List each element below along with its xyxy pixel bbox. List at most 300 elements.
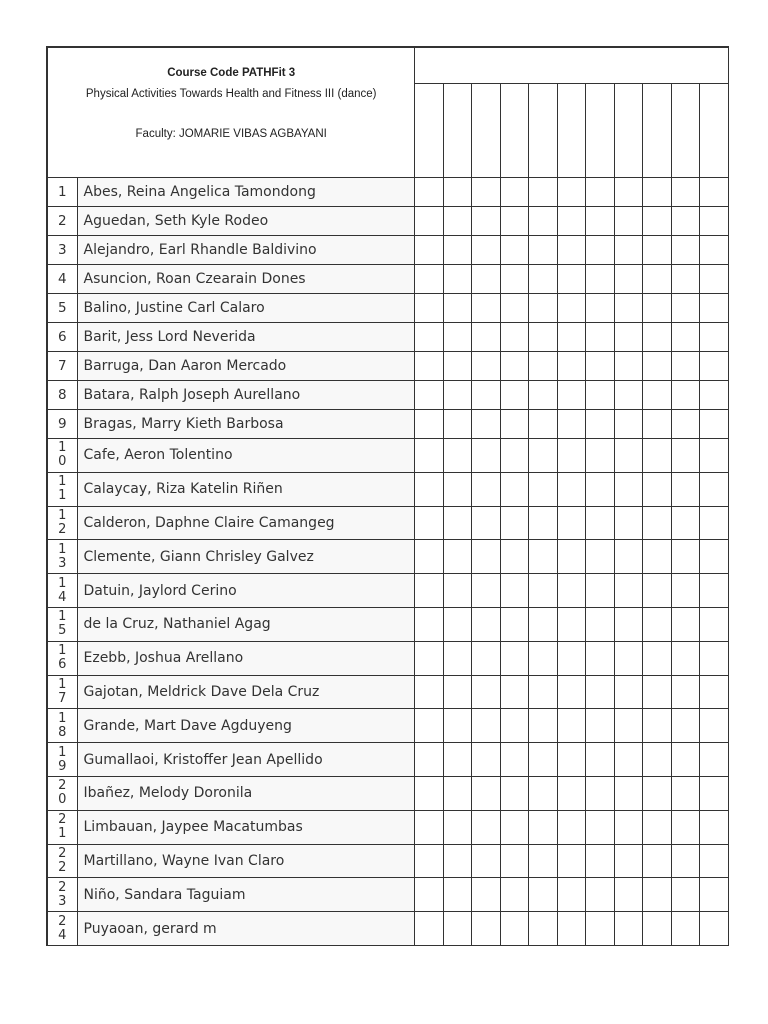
attendance-mark-cell[interactable] (443, 265, 471, 294)
attendance-mark-cell[interactable] (643, 506, 671, 540)
attendance-mark-cell[interactable] (443, 410, 471, 439)
attendance-mark-cell[interactable] (443, 675, 471, 709)
attendance-mark-cell[interactable] (443, 574, 471, 608)
attendance-mark-cell[interactable] (586, 207, 614, 236)
attendance-mark-cell[interactable] (500, 844, 528, 878)
attendance-mark-cell[interactable] (643, 207, 671, 236)
attendance-mark-cell[interactable] (443, 207, 471, 236)
attendance-mark-cell[interactable] (529, 607, 557, 641)
attendance-mark-cell[interactable] (529, 410, 557, 439)
attendance-mark-cell[interactable] (500, 323, 528, 352)
attendance-mark-cell[interactable] (643, 472, 671, 506)
attendance-mark-cell[interactable] (700, 178, 729, 207)
attendance-mark-cell[interactable] (557, 743, 585, 777)
attendance-mark-cell[interactable] (415, 675, 443, 709)
attendance-mark-cell[interactable] (557, 506, 585, 540)
attendance-mark-cell[interactable] (557, 472, 585, 506)
attendance-mark-cell[interactable] (671, 607, 699, 641)
attendance-mark-cell[interactable] (671, 294, 699, 323)
attendance-mark-cell[interactable] (557, 352, 585, 381)
attendance-mark-cell[interactable] (700, 381, 729, 410)
attendance-mark-cell[interactable] (671, 178, 699, 207)
attendance-mark-cell[interactable] (472, 265, 500, 294)
attendance-mark-cell[interactable] (586, 574, 614, 608)
attendance-mark-cell[interactable] (443, 236, 471, 265)
row-number (48, 810, 78, 844)
attendance-mark-cell[interactable] (700, 265, 729, 294)
attendance-mark-cell[interactable] (643, 878, 671, 912)
attendance-mark-cell[interactable] (500, 607, 528, 641)
attendance-mark-cell[interactable] (671, 265, 699, 294)
attendance-mark-cell[interactable] (586, 709, 614, 743)
date-column-header[interactable] (700, 84, 729, 178)
attendance-mark-cell[interactable] (472, 410, 500, 439)
attendance-mark-cell[interactable] (614, 472, 642, 506)
attendance-mark-cell[interactable] (643, 641, 671, 675)
attendance-mark-cell[interactable] (614, 641, 642, 675)
attendance-mark-cell[interactable] (671, 675, 699, 709)
attendance-mark-cell[interactable] (700, 540, 729, 574)
attendance-mark-cell[interactable] (700, 743, 729, 777)
attendance-mark-cell[interactable] (671, 641, 699, 675)
attendance-mark-cell[interactable] (643, 439, 671, 473)
attendance-mark-cell[interactable] (443, 439, 471, 473)
attendance-mark-cell[interactable] (472, 878, 500, 912)
attendance-mark-cell[interactable] (529, 912, 557, 946)
attendance-mark-cell[interactable] (472, 323, 500, 352)
attendance-mark-cell[interactable] (557, 607, 585, 641)
attendance-mark-cell[interactable] (643, 743, 671, 777)
attendance-mark-cell[interactable] (500, 410, 528, 439)
row-number (48, 506, 78, 540)
attendance-mark-cell[interactable] (614, 540, 642, 574)
row-number-text: 10 (58, 440, 67, 470)
attendance-mark-cell[interactable] (614, 265, 642, 294)
attendance-mark-cell[interactable] (671, 323, 699, 352)
attendance-mark-cell[interactable] (614, 912, 642, 946)
attendance-mark-cell[interactable] (443, 323, 471, 352)
attendance-mark-cell[interactable] (415, 607, 443, 641)
attendance-mark-cell[interactable] (671, 878, 699, 912)
attendance-mark-cell[interactable] (529, 381, 557, 410)
attendance-mark-cell[interactable] (415, 844, 443, 878)
attendance-mark-cell[interactable] (643, 294, 671, 323)
attendance-mark-cell[interactable] (614, 178, 642, 207)
attendance-mark-cell[interactable] (671, 410, 699, 439)
attendance-mark-cell[interactable] (614, 323, 642, 352)
attendance-mark-cell[interactable] (500, 294, 528, 323)
attendance-mark-cell[interactable] (500, 641, 528, 675)
attendance-mark-cell[interactable] (443, 776, 471, 810)
attendance-mark-cell[interactable] (472, 743, 500, 777)
attendance-mark-cell[interactable] (643, 352, 671, 381)
attendance-mark-cell[interactable] (529, 236, 557, 265)
attendance-mark-cell[interactable] (500, 709, 528, 743)
date-column-header[interactable] (529, 84, 557, 178)
attendance-mark-cell[interactable] (557, 294, 585, 323)
attendance-mark-cell[interactable] (671, 506, 699, 540)
attendance-mark-cell[interactable] (472, 844, 500, 878)
attendance-mark-cell[interactable] (472, 607, 500, 641)
attendance-mark-cell[interactable] (586, 265, 614, 294)
attendance-mark-cell[interactable] (700, 641, 729, 675)
attendance-mark-cell[interactable] (529, 709, 557, 743)
attendance-mark-cell[interactable] (529, 207, 557, 236)
attendance-mark-cell[interactable] (415, 574, 443, 608)
student-row (48, 381, 729, 410)
attendance-mark-cell[interactable] (700, 506, 729, 540)
attendance-mark-cell[interactable] (415, 776, 443, 810)
attendance-mark-cell[interactable] (557, 323, 585, 352)
attendance-mark-cell[interactable] (472, 641, 500, 675)
attendance-mark-cell[interactable] (415, 709, 443, 743)
faculty-name: Faculty: JOMARIE VIBAS AGBAYANI (135, 128, 327, 140)
row-number (48, 178, 78, 207)
attendance-mark-cell[interactable] (671, 776, 699, 810)
attendance-mark-cell[interactable] (700, 439, 729, 473)
student-row (48, 540, 729, 574)
attendance-mark-cell[interactable] (586, 236, 614, 265)
attendance-mark-cell[interactable] (643, 912, 671, 946)
attendance-mark-cell[interactable] (671, 207, 699, 236)
attendance-mark-cell[interactable] (500, 540, 528, 574)
attendance-mark-cell[interactable] (472, 439, 500, 473)
attendance-mark-cell[interactable] (529, 844, 557, 878)
attendance-mark-cell[interactable] (557, 912, 585, 946)
attendance-mark-cell[interactable] (443, 743, 471, 777)
date-column-header[interactable] (586, 84, 614, 178)
attendance-mark-cell[interactable] (529, 439, 557, 473)
attendance-mark-cell[interactable] (700, 709, 729, 743)
attendance-mark-cell[interactable] (614, 776, 642, 810)
attendance-mark-cell[interactable] (586, 675, 614, 709)
attendance-mark-cell[interactable] (614, 675, 642, 709)
attendance-mark-cell[interactable] (643, 844, 671, 878)
date-column-header[interactable] (671, 84, 699, 178)
attendance-mark-cell[interactable] (472, 776, 500, 810)
attendance-mark-cell[interactable] (500, 439, 528, 473)
attendance-mark-cell[interactable] (500, 810, 528, 844)
attendance-mark-cell[interactable] (700, 810, 729, 844)
attendance-mark-cell[interactable] (586, 410, 614, 439)
attendance-mark-cell[interactable] (614, 878, 642, 912)
attendance-mark-cell[interactable] (472, 472, 500, 506)
attendance-mark-cell[interactable] (472, 178, 500, 207)
attendance-mark-cell[interactable] (643, 323, 671, 352)
attendance-mark-cell[interactable] (443, 381, 471, 410)
attendance-mark-cell[interactable] (586, 878, 614, 912)
attendance-mark-cell[interactable] (557, 641, 585, 675)
attendance-mark-cell[interactable] (586, 323, 614, 352)
attendance-mark-cell[interactable] (700, 323, 729, 352)
attendance-mark-cell[interactable] (500, 743, 528, 777)
date-column-header[interactable] (472, 84, 500, 178)
attendance-mark-cell[interactable] (671, 472, 699, 506)
attendance-mark-cell[interactable] (443, 844, 471, 878)
attendance-mark-cell[interactable] (586, 178, 614, 207)
attendance-mark-cell[interactable] (415, 352, 443, 381)
attendance-mark-cell[interactable] (557, 207, 585, 236)
attendance-mark-cell[interactable] (500, 912, 528, 946)
attendance-mark-cell[interactable] (443, 810, 471, 844)
attendance-mark-cell[interactable] (500, 265, 528, 294)
attendance-mark-cell[interactable] (529, 574, 557, 608)
attendance-mark-cell[interactable] (529, 810, 557, 844)
attendance-mark-cell[interactable] (472, 236, 500, 265)
attendance-mark-cell[interactable] (415, 506, 443, 540)
attendance-mark-cell[interactable] (472, 352, 500, 381)
attendance-mark-cell[interactable] (614, 352, 642, 381)
attendance-mark-cell[interactable] (472, 506, 500, 540)
attendance-mark-cell[interactable] (557, 675, 585, 709)
row-number-text: 3 (57, 242, 67, 258)
row-number-text: 4 (57, 271, 67, 287)
attendance-mark-cell[interactable] (643, 776, 671, 810)
attendance-mark-cell[interactable] (700, 472, 729, 506)
attendance-mark-cell[interactable] (614, 607, 642, 641)
attendance-mark-cell[interactable] (614, 709, 642, 743)
attendance-mark-cell[interactable] (586, 352, 614, 381)
attendance-mark-cell[interactable] (557, 878, 585, 912)
row-number-text: 6 (57, 329, 67, 345)
attendance-mark-cell[interactable] (700, 410, 729, 439)
attendance-mark-cell[interactable] (700, 352, 729, 381)
attendance-mark-cell[interactable] (700, 675, 729, 709)
attendance-mark-cell[interactable] (643, 675, 671, 709)
attendance-mark-cell[interactable] (472, 540, 500, 574)
attendance-mark-cell[interactable] (586, 381, 614, 410)
attendance-mark-cell[interactable] (557, 265, 585, 294)
student-name: Clemente, Giann Chrisley Galvez (77, 540, 415, 574)
attendance-mark-cell[interactable] (586, 472, 614, 506)
attendance-mark-cell[interactable] (586, 294, 614, 323)
attendance-mark-cell[interactable] (500, 472, 528, 506)
date-column-header[interactable] (643, 84, 671, 178)
attendance-mark-cell[interactable] (415, 743, 443, 777)
attendance-mark-cell[interactable] (443, 912, 471, 946)
header-blank-cell[interactable] (415, 48, 729, 84)
attendance-mark-cell[interactable] (557, 844, 585, 878)
attendance-mark-cell[interactable] (643, 709, 671, 743)
attendance-mark-cell[interactable] (443, 178, 471, 207)
attendance-mark-cell[interactable] (614, 574, 642, 608)
attendance-mark-cell[interactable] (415, 323, 443, 352)
student-name: Asuncion, Roan Czearain Dones (77, 265, 415, 294)
row-number (48, 294, 78, 323)
attendance-mark-cell[interactable] (614, 381, 642, 410)
attendance-mark-cell[interactable] (415, 540, 443, 574)
attendance-mark-cell[interactable] (557, 410, 585, 439)
attendance-mark-cell[interactable] (443, 352, 471, 381)
attendance-mark-cell[interactable] (586, 506, 614, 540)
attendance-mark-cell[interactable] (529, 743, 557, 777)
attendance-mark-cell[interactable] (614, 294, 642, 323)
attendance-mark-cell[interactable] (700, 574, 729, 608)
attendance-mark-cell[interactable] (529, 506, 557, 540)
attendance-mark-cell[interactable] (700, 294, 729, 323)
attendance-mark-cell[interactable] (529, 472, 557, 506)
attendance-mark-cell[interactable] (529, 323, 557, 352)
attendance-mark-cell[interactable] (643, 607, 671, 641)
attendance-mark-cell[interactable] (586, 844, 614, 878)
attendance-mark-cell[interactable] (500, 878, 528, 912)
attendance-mark-cell[interactable] (557, 178, 585, 207)
attendance-mark-cell[interactable] (671, 236, 699, 265)
attendance-mark-cell[interactable] (700, 776, 729, 810)
attendance-mark-cell[interactable] (643, 410, 671, 439)
attendance-mark-cell[interactable] (472, 709, 500, 743)
attendance-mark-cell[interactable] (500, 381, 528, 410)
attendance-mark-cell[interactable] (500, 236, 528, 265)
attendance-mark-cell[interactable] (415, 294, 443, 323)
attendance-mark-cell[interactable] (671, 352, 699, 381)
attendance-mark-cell[interactable] (529, 675, 557, 709)
attendance-mark-cell[interactable] (614, 236, 642, 265)
attendance-mark-cell[interactable] (671, 574, 699, 608)
row-number-text: 23 (58, 879, 67, 909)
attendance-mark-cell[interactable] (529, 878, 557, 912)
date-column-header[interactable] (443, 84, 471, 178)
row-number-text: 14 (58, 575, 67, 605)
attendance-mark-cell[interactable] (586, 912, 614, 946)
attendance-mark-cell[interactable] (671, 381, 699, 410)
attendance-mark-cell[interactable] (671, 439, 699, 473)
attendance-mark-cell[interactable] (443, 641, 471, 675)
attendance-mark-cell[interactable] (472, 294, 500, 323)
attendance-mark-cell[interactable] (415, 912, 443, 946)
attendance-mark-cell[interactable] (529, 294, 557, 323)
date-column-header[interactable] (500, 84, 528, 178)
attendance-mark-cell[interactable] (529, 540, 557, 574)
attendance-mark-cell[interactable] (415, 236, 443, 265)
attendance-mark-cell[interactable] (557, 236, 585, 265)
attendance-mark-cell[interactable] (586, 439, 614, 473)
attendance-mark-cell[interactable] (500, 776, 528, 810)
row-number (48, 265, 78, 294)
attendance-mark-cell[interactable] (529, 776, 557, 810)
attendance-mark-cell[interactable] (500, 675, 528, 709)
attendance-mark-cell[interactable] (415, 439, 443, 473)
row-number (48, 844, 78, 878)
attendance-mark-cell[interactable] (415, 878, 443, 912)
attendance-mark-cell[interactable] (529, 352, 557, 381)
attendance-mark-cell[interactable] (700, 912, 729, 946)
attendance-mark-cell[interactable] (614, 844, 642, 878)
attendance-mark-cell[interactable] (415, 178, 443, 207)
attendance-mark-cell[interactable] (586, 776, 614, 810)
attendance-mark-cell[interactable] (586, 607, 614, 641)
attendance-mark-cell[interactable] (614, 439, 642, 473)
attendance-mark-cell[interactable] (443, 540, 471, 574)
attendance-mark-cell[interactable] (415, 641, 443, 675)
date-column-header[interactable] (557, 84, 585, 178)
attendance-mark-cell[interactable] (586, 743, 614, 777)
attendance-mark-cell[interactable] (700, 207, 729, 236)
attendance-mark-cell[interactable] (415, 472, 443, 506)
attendance-mark-cell[interactable] (557, 381, 585, 410)
row-number (48, 607, 78, 641)
attendance-mark-cell[interactable] (557, 439, 585, 473)
attendance-mark-cell[interactable] (500, 178, 528, 207)
date-column-header[interactable] (415, 84, 443, 178)
attendance-mark-cell[interactable] (500, 574, 528, 608)
attendance-mark-cell[interactable] (443, 878, 471, 912)
attendance-mark-cell[interactable] (443, 506, 471, 540)
attendance-mark-cell[interactable] (557, 709, 585, 743)
attendance-mark-cell[interactable] (557, 810, 585, 844)
attendance-mark-cell[interactable] (415, 265, 443, 294)
attendance-mark-cell[interactable] (472, 574, 500, 608)
attendance-mark-cell[interactable] (614, 506, 642, 540)
attendance-mark-cell[interactable] (472, 675, 500, 709)
student-row (48, 265, 729, 294)
attendance-mark-cell[interactable] (443, 709, 471, 743)
attendance-mark-cell[interactable] (586, 810, 614, 844)
attendance-mark-cell[interactable] (443, 472, 471, 506)
attendance-mark-cell[interactable] (472, 207, 500, 236)
attendance-mark-cell[interactable] (671, 810, 699, 844)
attendance-mark-cell[interactable] (443, 294, 471, 323)
attendance-mark-cell[interactable] (472, 912, 500, 946)
attendance-mark-cell[interactable] (671, 844, 699, 878)
attendance-mark-cell[interactable] (700, 607, 729, 641)
attendance-mark-cell[interactable] (500, 352, 528, 381)
attendance-mark-cell[interactable] (671, 540, 699, 574)
attendance-mark-cell[interactable] (643, 810, 671, 844)
attendance-mark-cell[interactable] (443, 607, 471, 641)
attendance-mark-cell[interactable] (643, 574, 671, 608)
attendance-mark-cell[interactable] (700, 878, 729, 912)
attendance-mark-cell[interactable] (557, 574, 585, 608)
attendance-mark-cell[interactable] (614, 810, 642, 844)
attendance-mark-cell[interactable] (643, 236, 671, 265)
attendance-mark-cell[interactable] (614, 410, 642, 439)
attendance-mark-cell[interactable] (643, 178, 671, 207)
attendance-mark-cell[interactable] (557, 540, 585, 574)
row-number-text: 8 (57, 387, 67, 403)
attendance-sheet (46, 46, 729, 946)
attendance-mark-cell[interactable] (643, 265, 671, 294)
attendance-mark-cell[interactable] (529, 178, 557, 207)
attendance-mark-cell[interactable] (700, 844, 729, 878)
attendance-mark-cell[interactable] (472, 810, 500, 844)
attendance-mark-cell[interactable] (500, 207, 528, 236)
attendance-mark-cell[interactable] (529, 265, 557, 294)
row-number (48, 439, 78, 473)
attendance-mark-cell[interactable] (643, 381, 671, 410)
attendance-mark-cell[interactable] (415, 381, 443, 410)
attendance-mark-cell[interactable] (643, 540, 671, 574)
attendance-mark-cell[interactable] (586, 540, 614, 574)
attendance-mark-cell[interactable] (415, 207, 443, 236)
date-column-header[interactable] (614, 84, 642, 178)
attendance-mark-cell[interactable] (557, 776, 585, 810)
attendance-mark-cell[interactable] (671, 912, 699, 946)
attendance-mark-cell[interactable] (614, 207, 642, 236)
attendance-mark-cell[interactable] (671, 743, 699, 777)
attendance-mark-cell[interactable] (700, 236, 729, 265)
attendance-mark-cell[interactable] (529, 641, 557, 675)
attendance-mark-cell[interactable] (500, 506, 528, 540)
attendance-mark-cell[interactable] (671, 709, 699, 743)
attendance-mark-cell[interactable] (472, 381, 500, 410)
row-number-text: 1 (57, 184, 67, 200)
attendance-mark-cell[interactable] (614, 743, 642, 777)
student-name: Limbauan, Jaypee Macatumbas (77, 810, 415, 844)
attendance-mark-cell[interactable] (415, 410, 443, 439)
attendance-mark-cell[interactable] (415, 810, 443, 844)
attendance-mark-cell[interactable] (586, 641, 614, 675)
